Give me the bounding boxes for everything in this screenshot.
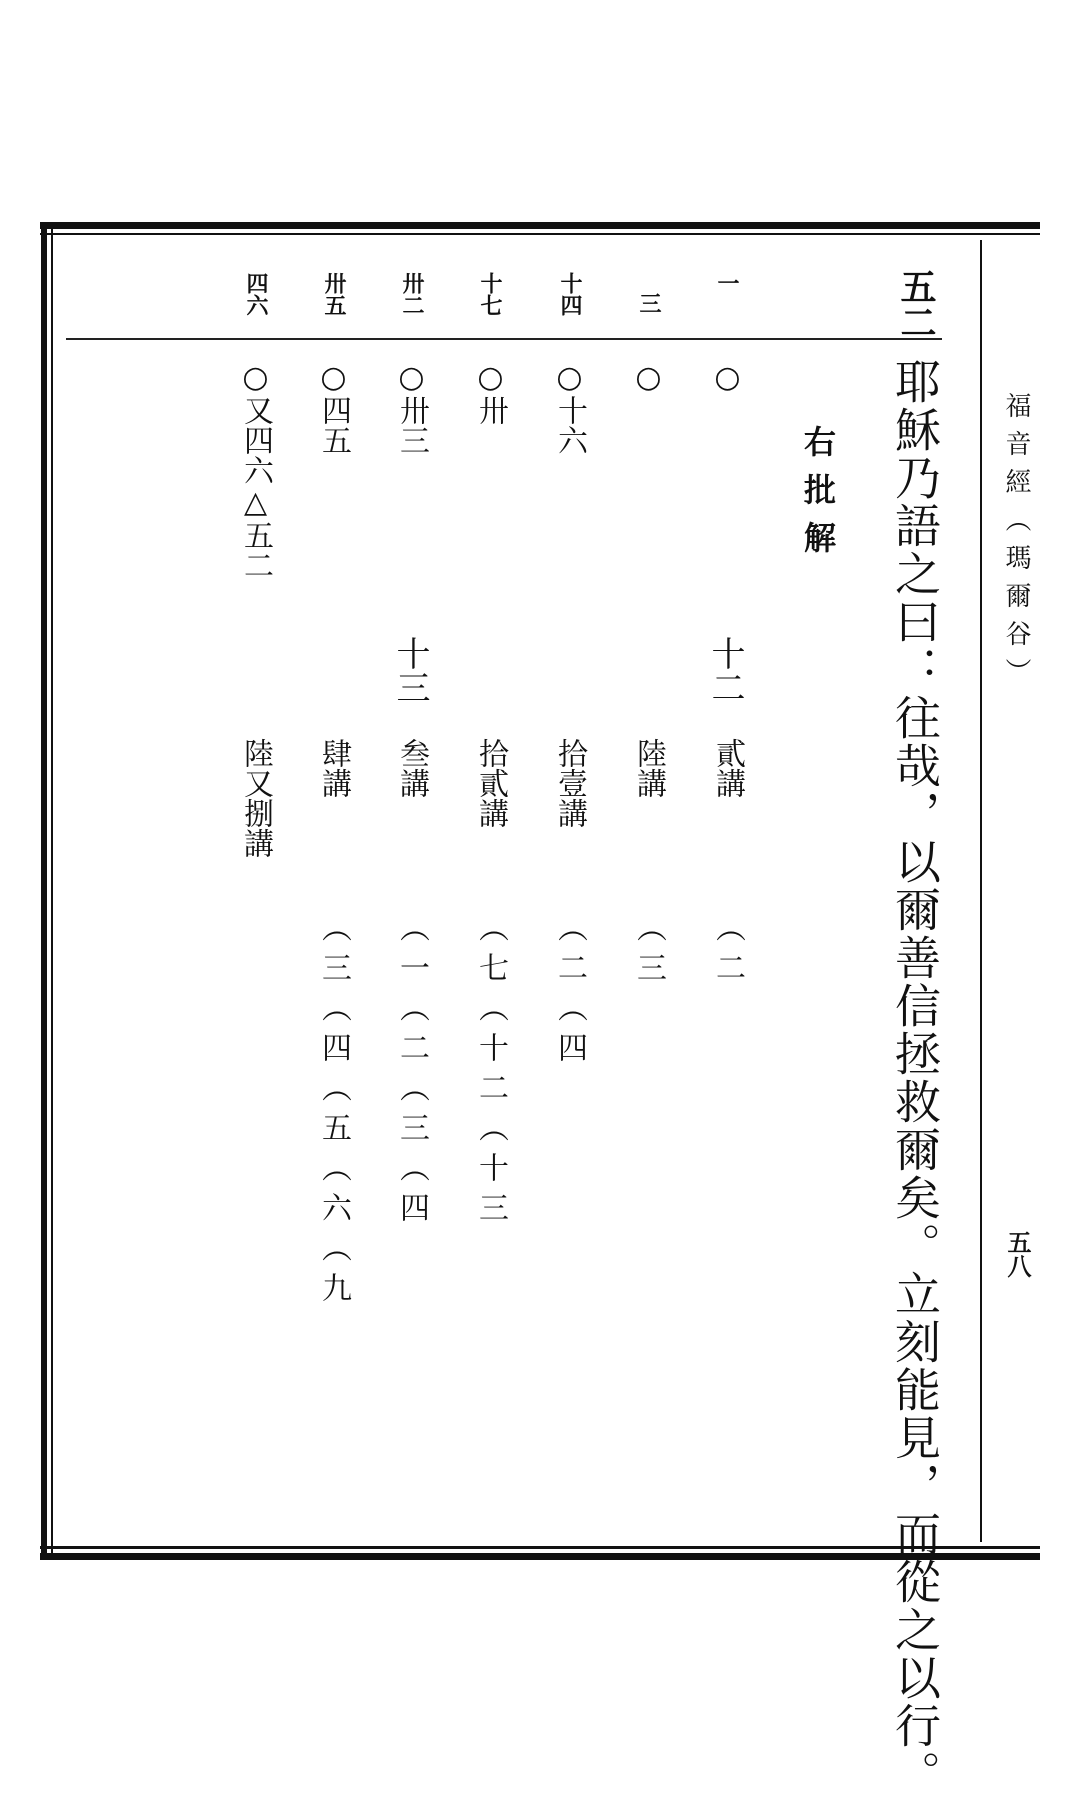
column-marks: ○十六	[552, 360, 587, 455]
column-refs: （二（四	[552, 912, 587, 1072]
column-lecture: 貳講	[710, 738, 745, 798]
column-marks: ○	[631, 360, 666, 395]
column-lecture: 肆講	[316, 738, 351, 798]
running-head: 福音經（瑪爾谷）	[1001, 392, 1031, 696]
frame-left-border	[41, 222, 47, 1560]
column-lecture: 拾貳講	[473, 738, 508, 828]
frame-top-inner-border	[40, 233, 1040, 235]
column-number: 四六	[243, 272, 269, 316]
column-marks: ○	[710, 360, 745, 395]
column-count: 十二	[705, 636, 745, 704]
column-number: 一	[714, 272, 740, 294]
verse-number: 五二	[895, 268, 937, 340]
frame-right-rule	[980, 240, 982, 1542]
column-refs: （三（四（五（六（九	[316, 912, 351, 1312]
column-lecture: 陸又捌講	[238, 738, 273, 858]
frame-top-border	[40, 222, 1040, 229]
column-lecture: 陸講	[631, 738, 666, 798]
column-marks: ○卅三	[394, 360, 429, 455]
column-number: 十七	[477, 272, 503, 316]
column-refs: （一（二（三（四	[394, 912, 429, 1232]
column-marks: ○卅	[473, 360, 508, 425]
page-number: 五八	[1003, 1230, 1032, 1278]
column-refs: （二	[710, 912, 745, 992]
column-number: 卅二	[399, 272, 425, 316]
column-refs: （三	[631, 912, 666, 992]
column-number: 十四	[557, 272, 583, 316]
column-count: 十三	[390, 636, 430, 704]
column-marks: ○四五	[316, 360, 351, 455]
header-row-rule	[66, 338, 942, 340]
verse-text: 耶穌乃語之曰：往哉，以爾善信拯救爾矣。立刻能見，而從之以行。	[888, 358, 942, 1798]
side-label: 右批解	[799, 425, 837, 569]
column-refs: （七（十二（十三	[473, 912, 508, 1232]
column-marks: ○又四六△五二	[238, 360, 273, 580]
column-lecture: 拾壹講	[552, 738, 587, 828]
column-lecture: 叁講	[394, 738, 429, 798]
frame-left-inner-border	[51, 228, 53, 1554]
column-number: 三	[636, 292, 662, 314]
column-number: 卅五	[321, 272, 347, 316]
